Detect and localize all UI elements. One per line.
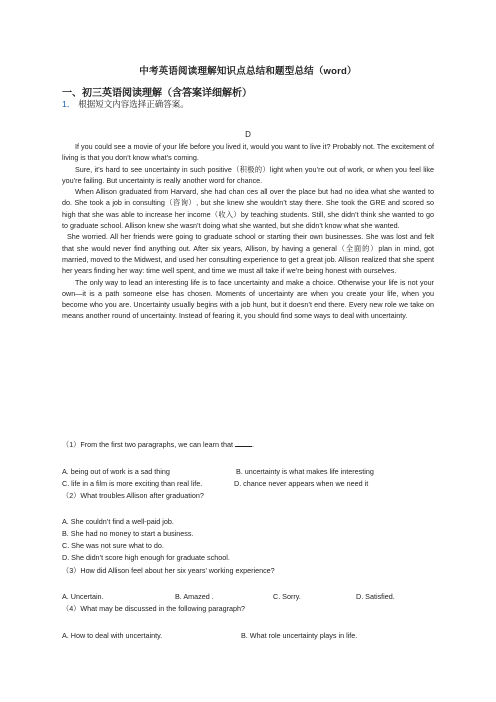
option: C. She was not sure what to do.: [62, 541, 164, 550]
question-stem: （2）What troubles Allison after graduation?: [62, 491, 204, 500]
passage-label: D: [245, 130, 251, 139]
paragraph: When Allison graduated from Harvard, she had chan ces all over the place but had no idea what she wanted to do. She took a job in consulting（咨询）, but she knew she wouldn’t stay there. She took the GRE and scored so high that she was able to increase her income（收入）by teaching students. Still, she didn’t think she wanted to go to graduate school. Allison knew she wasn’t doing what she wanted, but she didn’t know what she wanted.: [62, 187, 434, 231]
option: B. She had no money to start a business.: [62, 529, 194, 538]
question-stem: （1）From the first two paragraphs, we can learn that .: [62, 440, 254, 449]
paragraph: The only way to lead an interesting life is to face uncertainty and make a choice. Otherwise your life is not your own—it is a path someone else has chosen. Moments of uncertainty are when you create your life, when you become who you are. Uncertainty usually begins with a job hunt, but it doesn’t end there. Every new role we take on means another round of uncertainty. Instead of fearing it, you should find some ways to deal with uncertainty.: [62, 277, 434, 321]
option: A. She couldn’t find a well-paid job.: [62, 517, 174, 526]
passage: [62, 141, 434, 322]
option: A. How to deal with uncertainty.: [62, 631, 163, 640]
option: B. Amazed .: [175, 592, 214, 601]
option: B. What role uncertainty plays in life.: [241, 631, 358, 640]
answer-blank: [235, 439, 252, 447]
paragraph: If you could see a movie of your life before you lived it, would you want to live it? Probably not. The excitement of living is that you don’t know what’s coming.: [62, 142, 434, 163]
paragraph: Sure, it’s hard to see uncertainty in such positive（积极的）light when you’re out of work, or when you feel like you’re failing. But uncertainty is really another word for chance.: [62, 164, 434, 185]
question-stem: （3）How did Allison feel about her six years’ working experience?: [62, 566, 275, 575]
option: A. being out of work is a sad thing: [62, 467, 170, 476]
option: C. Sorry.: [273, 592, 301, 601]
document-title: 中考英语阅读理解知识点总结和题型总结（word）: [139, 66, 357, 77]
instruction-number: 1．: [62, 99, 76, 109]
option: D. She didn’t score high enough for graduate school.: [62, 553, 230, 562]
paragraph: She worried. All her friends were going to graduate school or starting their own businesses. She was lost and felt that she would never find anything out. After six years, Allison, by having a general（全面的）plan in mind, got married, moved to the Midwest, and used her consulting experience to get a great job. Allison realized that she spent her years finding her way: time well spent, and time we must all take if we’re being honest with ourselves.: [62, 232, 434, 276]
option: B. uncertainty is what makes life interesting: [236, 467, 374, 476]
question-stem: （4）What may be discussed in the following paragraph?: [62, 604, 245, 613]
option: D. Satisfied.: [356, 592, 395, 601]
option: A. Uncertain.: [62, 592, 104, 601]
instruction-text: 根据短文内容选择正确答案。: [78, 99, 189, 109]
section-heading: 一、初三英语阅读理解（含答案详细解析）: [62, 88, 252, 99]
option: D. chance never appears when we need it: [234, 479, 369, 488]
option: C. life in a film is more exciting than real life.: [62, 479, 203, 488]
instruction: [62, 98, 189, 110]
